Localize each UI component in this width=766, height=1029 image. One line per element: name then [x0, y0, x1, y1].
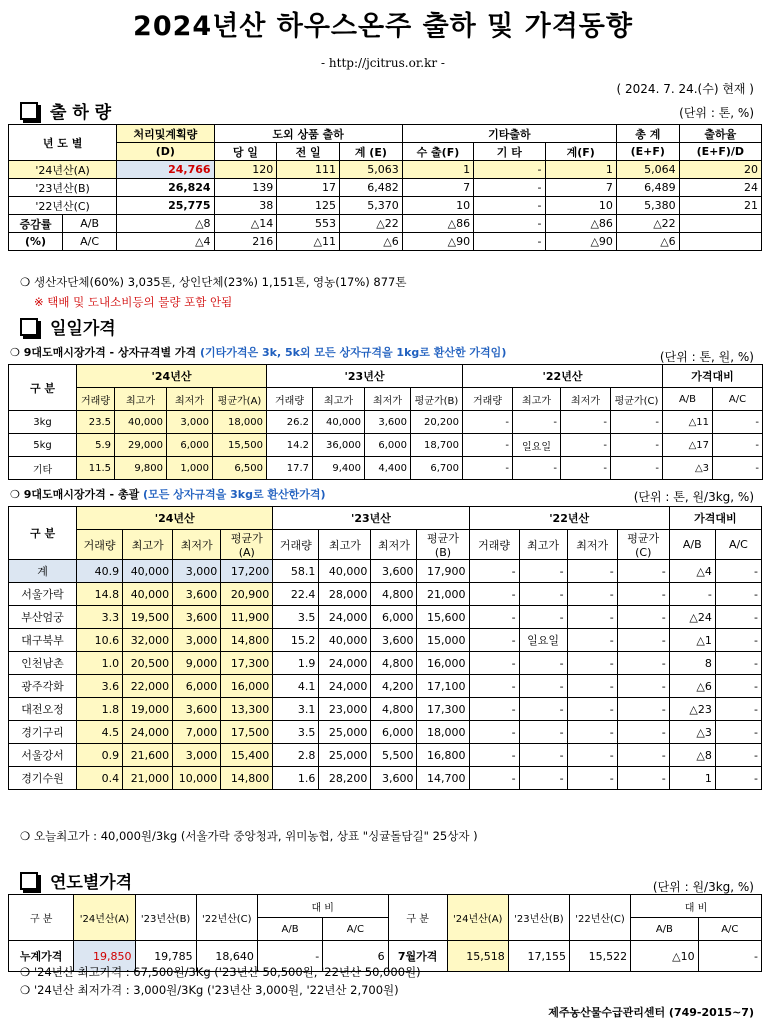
cell-a23: 21,000	[417, 583, 469, 606]
cell-v22: -	[469, 698, 519, 721]
cell-x22: -	[519, 560, 567, 583]
table-row	[9, 698, 762, 721]
cell-x22: -	[519, 721, 567, 744]
shipment-row: '24년산(A) 24,766 120 111 5,063 1 - 1 5,064 20	[9, 161, 762, 179]
cell-n22: -	[567, 652, 617, 675]
table-row	[9, 721, 762, 744]
cell-a22: -	[617, 744, 669, 767]
row-label: 기타	[9, 457, 77, 480]
cell-n23: 6,000	[365, 434, 411, 457]
cell-v23: 58.1	[273, 560, 319, 583]
checkbox-icon	[20, 102, 38, 120]
cell-ab: △3	[663, 457, 713, 480]
cell-x23: 28,200	[319, 767, 371, 790]
cell-a23: 6,700	[411, 457, 463, 480]
cell-v22: -	[469, 744, 519, 767]
daily-market-table: 구 분 '24년산 '23년산 '22년산 가격대비 거래량 최고가 최저가 평균가(A) 거래량 최고가 최저가 평균가(B) 거래량 최고가 최저가 평균가(C) A/B A/C 계 40.9 40,000 3,000 17,200 58.1 40,000 3,600 17,900 - - - - △4 - 서울가락 14.8 40,000 3,600 20,900 22.4 28,000 4,800 21,000 - - - - - - 부산엄궁 3.3 19,500 3,600 11,900 3.5 24,000 6,000 15,600 - - - - △24 - 대구북부 10.6 32,000 3,000 14,800 15.2 40,000 3,600 15,000 - 일요일 - - △1 - 인천남촌 1.0 20,500 9,000 17,300 1.9 24,000 4,800 16,000 - - - - 8 - 광주각화 3.6 22,000 6,000 16,000 4.1 24,000 4,200 17,100 - - - - △6 - 대전오정 1.8 19,000 3,600 13,300 3.1 23,000 4,800 17,300 - - - - △23 - 경기구리 4.5 24,000 7,000 17,500 3.5 25,000 6,000 18,000 - - - - △3 - 서울강서 0.9 21,600 3,000 15,400 2.8 25,000 5,500 16,800 - - - - △8 - 경기수원 0.4 21,000 10,000 14,800 1.6 28,200 3,600 14,700 - - - - 1 -	[8, 506, 762, 790]
cell-a22: -	[611, 457, 663, 480]
cell-ab: △24	[669, 606, 715, 629]
cell-n22: -	[567, 744, 617, 767]
cell-x24: 21,000	[123, 767, 173, 790]
shipment-note: ❍ 생산자단체(60%) 3,035톤, 상인단체(23%) 1,151톤, 영농(17%) 877톤	[20, 275, 407, 289]
cell-v22: -	[469, 675, 519, 698]
cell-a24: 11,900	[221, 606, 273, 629]
checkbox-icon	[20, 318, 38, 336]
cell-a22: -	[617, 767, 669, 790]
cell-n22: -	[567, 721, 617, 744]
cell-a22: -	[617, 652, 669, 675]
cell-n23: 4,800	[371, 652, 417, 675]
cell-ac: -	[715, 744, 761, 767]
cell-x24: 40,000	[115, 411, 167, 434]
daily-unit2: (단위 : 톤, 원/3kg, %)	[633, 490, 754, 504]
cell-x24: 21,600	[123, 744, 173, 767]
hdr-other: 기타출하	[402, 125, 616, 143]
cell-x23: 25,000	[319, 744, 371, 767]
cell-a23: 16,000	[417, 652, 469, 675]
row-label: 서울가락	[9, 583, 77, 606]
cell-a24: 13,300	[221, 698, 273, 721]
cell-ab: △8	[669, 744, 715, 767]
site-url[interactable]: - http://jcitrus.or.kr -	[321, 56, 445, 70]
hdr-day: 당 일	[214, 143, 277, 161]
cell-v23: 14.2	[267, 434, 313, 457]
cell-ab: △4	[669, 560, 715, 583]
cell-n24: 3,000	[167, 411, 213, 434]
hdr-total: 총 계	[616, 125, 679, 143]
cell-v24: 1.0	[77, 652, 123, 675]
hdr-plan-d: (D)	[117, 143, 214, 161]
cell-ab: 8	[669, 652, 715, 675]
cell-x24: 29,000	[115, 434, 167, 457]
cell-n23: 4,400	[365, 457, 411, 480]
hdr-total-ef: (E+F)	[616, 143, 679, 161]
cell-a22: -	[617, 583, 669, 606]
cell-n23: 4,800	[371, 583, 417, 606]
row-label: 부산엄궁	[9, 606, 77, 629]
table-row	[9, 560, 762, 583]
report-date: ( 2024. 7. 24.(수) 현재 )	[616, 82, 754, 96]
cell-a24: 14,800	[221, 767, 273, 790]
yearly-note-min: ❍ '24년산 최저가격 : 3,000원/3Kg ('23년산 3,000원, '22년산 2,700원)	[20, 983, 399, 997]
cell-ac: -	[715, 629, 761, 652]
table-row	[9, 744, 762, 767]
cell-v24: 4.5	[77, 721, 123, 744]
cell-v23: 4.1	[273, 675, 319, 698]
cell-x24: 22,000	[123, 675, 173, 698]
cell-x22: -	[513, 457, 561, 480]
cell-v24: 23.5	[77, 411, 115, 434]
cell-x22: -	[519, 652, 567, 675]
hdr-cum-f: 계(F)	[545, 143, 616, 161]
row-label: 경기구리	[9, 721, 77, 744]
cell-n22: -	[567, 560, 617, 583]
cell-a22: -	[617, 629, 669, 652]
cell-a23: 18,700	[411, 434, 463, 457]
cell-v23: 15.2	[273, 629, 319, 652]
yearly-unit: (단위 : 원/3kg, %)	[652, 880, 754, 894]
shipment-note-red: ※ 택배 및 도내소비등의 물량 포함 안됨	[34, 295, 233, 309]
cell-x24: 20,500	[123, 652, 173, 675]
cell-x23: 24,000	[319, 652, 371, 675]
hdr-etc: 기 타	[474, 143, 545, 161]
cell-n22: -	[561, 411, 611, 434]
cell-x22: -	[519, 698, 567, 721]
cell-n24: 6,000	[173, 675, 221, 698]
table-row	[9, 629, 762, 652]
cell-x23: 24,000	[319, 675, 371, 698]
cell-ab: -	[669, 583, 715, 606]
section-shipment-heading	[20, 98, 111, 123]
hdr-rate-f: (E+F)/D	[679, 143, 761, 161]
section-shipment-title: 출 하 량	[50, 103, 112, 123]
cell-n22: -	[561, 457, 611, 480]
daily-sub2: ❍ 9대도매시장가격 - 총괄 (모든 상자규격을 3kg로 환산한가격)	[10, 488, 326, 501]
cell-n24: 3,600	[173, 583, 221, 606]
cell-v23: 3.5	[273, 721, 319, 744]
row-label: 광주각화	[9, 675, 77, 698]
cell-v22: -	[469, 767, 519, 790]
cell-v24: 3.3	[77, 606, 123, 629]
cell-ac: -	[715, 675, 761, 698]
cell-ac: -	[715, 721, 761, 744]
cell-ac: -	[713, 411, 763, 434]
cell-a23: 17,300	[417, 698, 469, 721]
cell-x24: 19,000	[123, 698, 173, 721]
cell-v23: 1.6	[273, 767, 319, 790]
cell-v22: -	[469, 560, 519, 583]
cell-ab: 1	[669, 767, 715, 790]
cell-ac: -	[715, 767, 761, 790]
cell-x22: 일요일	[519, 629, 567, 652]
cell-ab: △17	[663, 434, 713, 457]
shipment-diff-row: (%) A/C △4 216 △11 △6 △90 - △90 △6	[9, 233, 762, 251]
cell-v22: -	[463, 434, 513, 457]
cell-v24: 14.8	[77, 583, 123, 606]
table-row	[9, 434, 763, 457]
cell-ac: -	[715, 606, 761, 629]
cell-x22: -	[513, 411, 561, 434]
row-label: 대전오정	[9, 698, 77, 721]
row-label: 대구북부	[9, 629, 77, 652]
daily-unit1: (단위 : 톤, 원, %)	[659, 350, 754, 364]
cell-v22: -	[469, 652, 519, 675]
cell-v24: 40.9	[77, 560, 123, 583]
cell-a23: 15,000	[417, 629, 469, 652]
section-yearly-title: 연도별가격	[50, 873, 133, 893]
cell-a23: 17,900	[417, 560, 469, 583]
cell-x24: 32,000	[123, 629, 173, 652]
cell-x22: 일요일	[513, 434, 561, 457]
shipment-table	[8, 124, 762, 251]
daily-note: ❍ 오늘최고가 : 40,000원/3kg (서울가락 중앙청과, 위미농협, 상표 "싱귤돌담길" 25상자 )	[20, 829, 478, 843]
cell-a23: 17,100	[417, 675, 469, 698]
cell-v24: 3.6	[77, 675, 123, 698]
cell-a24: 16,000	[221, 675, 273, 698]
cell-a23: 20,200	[411, 411, 463, 434]
cell-n23: 5,500	[371, 744, 417, 767]
cell-x24: 24,000	[123, 721, 173, 744]
checkbox-icon	[20, 872, 38, 890]
hdr-outside: 도외 상품 출하	[214, 125, 402, 143]
cell-v22: -	[469, 583, 519, 606]
cell-a22: -	[617, 721, 669, 744]
cell-v23: 3.5	[273, 606, 319, 629]
cell-x23: 9,400	[313, 457, 365, 480]
table-row	[9, 606, 762, 629]
cell-ac: -	[715, 583, 761, 606]
table-row	[9, 411, 763, 434]
cell-n24: 10,000	[173, 767, 221, 790]
cell-ab: △1	[669, 629, 715, 652]
cell-v24: 5.9	[77, 434, 115, 457]
cell-x22: -	[519, 583, 567, 606]
cell-a22: -	[611, 434, 663, 457]
cell-a24: 15,400	[221, 744, 273, 767]
yearly-row: 누계가격 19,850 19,785 18,640 - 6 7월가격 15,518 17,155 15,522 △10 -	[9, 941, 762, 972]
cell-x23: 24,000	[319, 606, 371, 629]
cell-a22: -	[617, 698, 669, 721]
hdr-gubun: 구 분	[9, 365, 77, 411]
cell-n22: -	[567, 767, 617, 790]
cell-a23: 16,800	[417, 744, 469, 767]
cell-ab: △23	[669, 698, 715, 721]
cell-v22: -	[463, 411, 513, 434]
yearly-note-max: ❍ '24년산 최고가격 : 67,500원/3Kg ('23년산 50,500원, '22년산 50,000원)	[20, 965, 421, 979]
hdr-cum-e: 계 (E)	[340, 143, 403, 161]
daily-sub1: ❍ 9대도매시장가격 - 상자규격별 가격 (기타가격은 3k, 5k외 모든 상자규격을 1kg로 환산한 가격임)	[10, 346, 507, 359]
cell-v22: -	[469, 606, 519, 629]
cell-a23: 15,600	[417, 606, 469, 629]
hdr-rate: 출하율	[679, 125, 761, 143]
cell-a22: -	[617, 675, 669, 698]
cell-n24: 9,000	[173, 652, 221, 675]
cell-a24: 6,500	[213, 457, 267, 480]
cell-a24: 15,500	[213, 434, 267, 457]
cell-a24: 18,000	[213, 411, 267, 434]
cell-n24: 3,600	[173, 698, 221, 721]
cell-n24: 3,600	[173, 606, 221, 629]
cell-n22: -	[567, 675, 617, 698]
table-row	[9, 652, 762, 675]
cell-a22: -	[617, 606, 669, 629]
cell-v23: 22.4	[273, 583, 319, 606]
cell-v23: 26.2	[267, 411, 313, 434]
cell-ab: △3	[669, 721, 715, 744]
row-label: 경기수원	[9, 767, 77, 790]
cell-v22: -	[469, 721, 519, 744]
cell-n22: -	[561, 434, 611, 457]
cell-ac: -	[715, 698, 761, 721]
cell-x23: 40,000	[313, 411, 365, 434]
table-row	[9, 767, 762, 790]
cell-n24: 3,000	[173, 560, 221, 583]
cell-a24: 20,900	[221, 583, 273, 606]
row-label: 5kg	[9, 434, 77, 457]
cell-n23: 3,600	[371, 629, 417, 652]
cell-v23: 1.9	[273, 652, 319, 675]
cell-v24: 0.4	[77, 767, 123, 790]
cell-x24: 40,000	[123, 560, 173, 583]
table-row	[9, 457, 763, 480]
table-row	[9, 583, 762, 606]
table-row	[9, 675, 762, 698]
cell-x23: 28,000	[319, 583, 371, 606]
shipment-row: '23년산(B) 26,824 139 17 6,482 7 - 7 6,489 24	[9, 179, 762, 197]
footer-credit: 제주농산물수급관리센터 (749-2015~7)	[548, 1006, 754, 1019]
cell-a24: 14,800	[221, 629, 273, 652]
cell-v24: 1.8	[77, 698, 123, 721]
cell-ac: -	[715, 560, 761, 583]
cell-v23: 3.1	[273, 698, 319, 721]
cell-n24: 3,000	[173, 629, 221, 652]
cell-a24: 17,500	[221, 721, 273, 744]
cell-a24: 17,300	[221, 652, 273, 675]
cell-x24: 9,800	[115, 457, 167, 480]
yearly-table: 구 분 '24년산(A) '23년산(B) '22년산(C) 대 비 구 분 '24년산(A) '23년산(B) '22년산(C) 대 비 A/B A/C A/B A/C 누계가격 19,850 19,785 18,640 - 6 7월가격 15,518 17,155 15,522 △10 -	[8, 894, 762, 972]
hdr-plan: 처리및계획량	[117, 125, 214, 143]
hdr-export-f: 수 출(F)	[402, 143, 473, 161]
cell-ac: -	[715, 652, 761, 675]
cell-n23: 6,000	[371, 721, 417, 744]
hdr-prev: 전 일	[277, 143, 340, 161]
cell-ac: -	[713, 457, 763, 480]
cell-a22: -	[617, 560, 669, 583]
shipment-row: '22년산(C) 25,775 38 125 5,370 10 - 10 5,380 21	[9, 197, 762, 215]
cell-v22: -	[463, 457, 513, 480]
cell-v23: 17.7	[267, 457, 313, 480]
cell-n22: -	[567, 583, 617, 606]
row-label: 3kg	[9, 411, 77, 434]
section-yearly-heading	[20, 868, 132, 893]
cell-ab: △6	[669, 675, 715, 698]
cell-x23: 36,000	[313, 434, 365, 457]
cell-x24: 19,500	[123, 606, 173, 629]
shipment-diff-row: 증감률 A/B △8 △14 553 △22 △86 - △86 △22	[9, 215, 762, 233]
cell-x22: -	[519, 767, 567, 790]
cell-n23: 4,200	[371, 675, 417, 698]
cell-a24: 17,200	[221, 560, 273, 583]
cell-n22: -	[567, 629, 617, 652]
shipment-unit: (단위 : 톤, %)	[679, 106, 754, 120]
cell-x22: -	[519, 675, 567, 698]
cell-x22: -	[519, 744, 567, 767]
cell-n24: 1,000	[167, 457, 213, 480]
page-title: 2024년산 하우스온주 출하 및 가격동향	[133, 11, 633, 42]
cell-v23: 2.8	[273, 744, 319, 767]
cell-a22: -	[611, 411, 663, 434]
cell-ac: -	[713, 434, 763, 457]
cell-x22: -	[519, 606, 567, 629]
daily-size-table: 구 분 '24년산 '23년산 '22년산 가격대비 거래량 최고가 최저가 평균가(A) 거래량 최고가 최저가 평균가(B) 거래량 최고가 최저가 평균가(C) A/B A/C 3kg 23.5 40,000 3,000 18,000 26.2 40,000 3,600 20,200 - - - - △11 - 5kg 5.9 29,000 6,000 15,500 14.2 36,000 6,000 18,700 - 일요일 - - △17 - 기타 11.5 9,800 1,000 6,500 17.7 9,400 4,400 6,700 - - - - △3 -	[8, 364, 763, 480]
cell-x23: 40,000	[319, 560, 371, 583]
cell-n24: 6,000	[167, 434, 213, 457]
row-label: 계	[9, 560, 77, 583]
cell-n22: -	[567, 606, 617, 629]
cell-v24: 0.9	[77, 744, 123, 767]
cell-x24: 40,000	[123, 583, 173, 606]
cell-x23: 40,000	[319, 629, 371, 652]
cell-x23: 25,000	[319, 721, 371, 744]
cell-v24: 11.5	[77, 457, 115, 480]
cell-n23: 4,800	[371, 698, 417, 721]
cell-v24: 10.6	[77, 629, 123, 652]
row-label: 인천남촌	[9, 652, 77, 675]
cell-n24: 7,000	[173, 721, 221, 744]
section-daily-title: 일일가격	[50, 319, 116, 339]
cell-n23: 3,600	[365, 411, 411, 434]
cell-n23: 3,600	[371, 560, 417, 583]
cell-n22: -	[567, 698, 617, 721]
cell-x23: 23,000	[319, 698, 371, 721]
cell-n23: 6,000	[371, 606, 417, 629]
cell-n24: 3,000	[173, 744, 221, 767]
cell-a23: 14,700	[417, 767, 469, 790]
cell-v22: -	[469, 629, 519, 652]
section-daily-heading	[20, 314, 116, 339]
cell-a23: 18,000	[417, 721, 469, 744]
cell-n23: 3,600	[371, 767, 417, 790]
cell-ab: △11	[663, 411, 713, 434]
hdr-year: 년 도 별	[9, 125, 117, 161]
row-label: 서울강서	[9, 744, 77, 767]
